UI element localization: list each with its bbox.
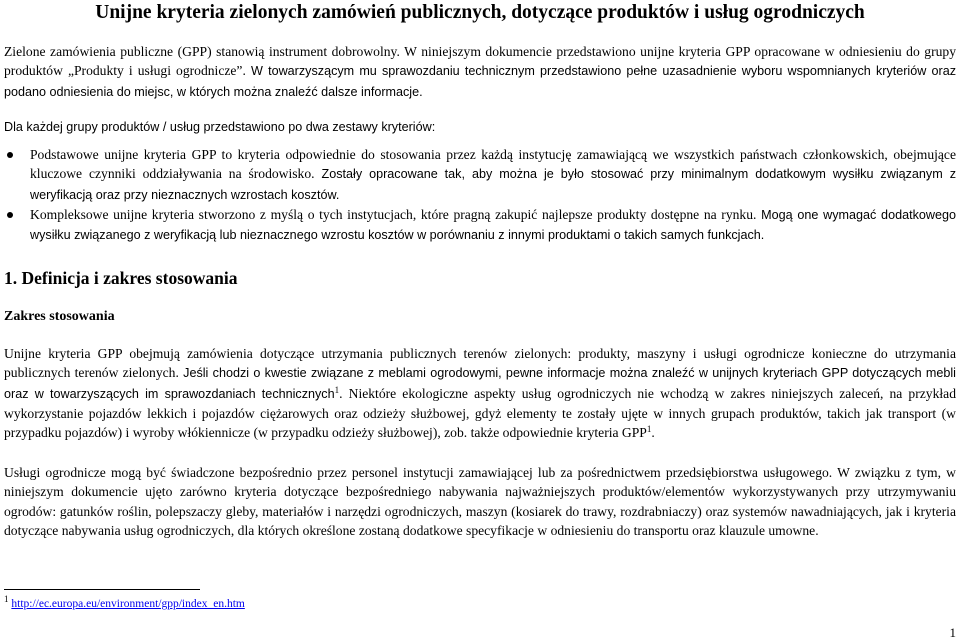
list-item-comprehensive-criteria — [4, 205, 956, 246]
comprehensive-criteria-note: Mogą one wymagać dodatkowego wysiłku związanego z weryfikacją lub nieznacznego wzrostu kosztów w porównaniu z innymi produktami o takich samych funkcjach. — [30, 207, 956, 243]
footnote-ref[interactable]: 1 — [646, 424, 652, 435]
scope-text-b: Jeśli chodzi o kwestie związane z meblami ogrodowymi, pewne informacje można znaleźć w unijnych kryteriach GPP dotyczących mebli oraz w towarzyszących im sprawozdaniach technicznych — [4, 366, 956, 401]
services-paragraph: Usługi ogrodnicze mogą być świadczone bezpośrednio przez personel instytucji zamawiającej lub za pośrednictwem przedsiębiorstwa usługowego. W związku z tym, w niniejszym dokumencie ujęto zarówno kryteria dotyczące bezpośredniego nabywania najważniejszych produktów/elementów wykorzystywanych przy utrzymywaniu ogrodów: gatunków roślin, polepszaczy gleby, materiałów i narzędzi ogrodniczych, maszyn (kosiarek do trawy, rozdrabniaczy) oraz systemów nawadniających, jak i kryteria dotyczące nabywania usług ogrodniczych, dla których określone zostaną dodatkowe specyfikacje w odniesieniu do transportu oraz klauzule umowne. — [4, 465, 956, 538]
comprehensive-criteria-text: Kompleksowe unijne kryteria stworzono z myślą o tych instytucjach, które pragną zakupić najlepsze produkty dostępne na rynku. — [30, 206, 757, 222]
scope-text-d: . — [651, 425, 655, 441]
intro-paragraph — [4, 42, 956, 102]
core-criteria-note: Zostały opracowane tak, aby można je było stosować przy minimalnym dodatkowym wysiłku związanym z weryfikacją oraz przy nieznacznych wzrostach kosztów. — [30, 167, 956, 202]
page-number: 1 — [949, 625, 956, 640]
scope-text-c: . Niektóre ekologiczne aspekty usług ogrodniczych nie wchodzą w zakres niniejszych zaleceń, na przykład wykorzystanie pojazdów lekkich i pojazdów ciężarowych oraz odzieży służbowej, gdyż elementy te zostały ujęte w innych grupach produktów, takich jak transport (w przypadku pojazdów) i wyroby włókiennicze (w przypadku odzieży służbowej), zob. także odpowiednie kryteria GPP — [4, 385, 956, 441]
intro-sentence-report: W towarzyszącym mu sprawozdaniu technicznym przedstawiono pełne uzasadnienie wyboru wspomnianych kryteriów oraz podano odniesienia do miejsc, w których można znaleźć dalsze informacje. — [4, 64, 956, 99]
scope-text-a: Unijne kryteria GPP obejmują zamówienia dotyczące utrzymania publicznych terenów zielonych: produkty, maszyny i usługi ogrodnicze konieczne do utrzymania publicznych terenów zielonych. — [4, 346, 956, 381]
footnote-ref[interactable]: 1 — [334, 384, 340, 395]
document-title: Unijne kryteria zielonych zamówień publicznych, dotyczące produktów i usług ogrodniczych — [95, 2, 865, 23]
scope-paragraph — [4, 344, 956, 442]
footnote — [4, 596, 245, 612]
list-item-core-criteria — [4, 145, 956, 205]
footnote-link[interactable]: http://ec.europa.eu/environment/gpp/index_en.htm — [11, 598, 245, 610]
section-subheading: Zakres stosowania — [4, 309, 115, 324]
intro-sentence-gpp: Zielone zamówienia publiczne (GPP) stanowią instrument dobrowolny. W niniejszym dokumencie przedstawiono unijne kryteria GPP opracowane w odniesieniu do grupy produktów „Produkty i usługi ogrodnicze”. — [4, 44, 956, 79]
criteria-intro: Dla każdej grupy produktów / usług przedstawiono po dwa zestawy kryteriów: — [4, 120, 436, 134]
footnote-number: 1 — [4, 594, 9, 604]
criteria-list — [4, 145, 956, 245]
section-heading: 1. Definicja i zakres stosowania — [4, 268, 238, 288]
core-criteria-text: Podstawowe unijne kryteria GPP to kryteria odpowiednie do stosowania przez każdą instytucję zamawiającą we wszystkich państwach członkowskich, obejmujące kluczowe czynniki oddziaływania na środowisko. — [30, 147, 956, 182]
footnote-separator — [4, 589, 200, 590]
